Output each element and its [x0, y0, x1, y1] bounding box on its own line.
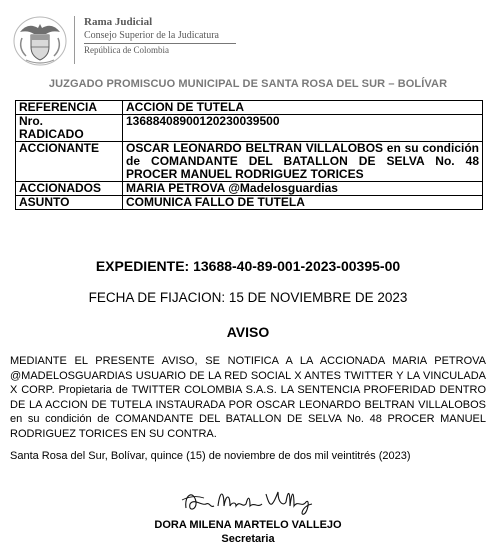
- fixing-date: FECHA DE FIJACION: 15 DE NOVIEMBRE DE 2023: [88, 290, 408, 305]
- radicado-label: [16, 115, 123, 142]
- accionante-label: ACCIONANTE: [16, 142, 123, 182]
- asunto-value: COMUNICA FALLO DE TUTELA: [123, 196, 483, 210]
- radicado-label-line-1: Nro.: [19, 114, 43, 128]
- table-row: [16, 196, 483, 210]
- signer-block: [0, 518, 496, 546]
- institution-line-1: Rama Judicial: [84, 16, 153, 28]
- institution-line-3: República de Colombia: [84, 45, 169, 55]
- coat-of-arms-icon: [12, 14, 68, 68]
- court-name: JUZGADO PROMISCUO MUNICIPAL DE SANTA ROSA DEL SUR – BOLÍVAR: [48, 78, 448, 90]
- asunto-label: ASUNTO: [16, 196, 123, 210]
- institution-line-2: Consejo Superior de la Judicatura: [84, 29, 236, 44]
- handwritten-signature: [180, 484, 320, 518]
- radicado-value: 13688408900120230039500: [123, 115, 483, 142]
- accionados-label: ACCIONADOS: [16, 182, 123, 196]
- table-row: [16, 101, 483, 115]
- signer-name: DORA MILENA MARTELO VALLEJO: [154, 519, 342, 531]
- document-header: [12, 12, 484, 72]
- expediente-number: EXPEDIENTE: 13688-40-89-001-2023-00395-00: [95, 258, 401, 274]
- referencia-value: ACCION DE TUTELA: [123, 101, 483, 115]
- reference-table: [15, 100, 483, 210]
- notice-title: AVISO: [226, 324, 270, 340]
- table-row: [16, 142, 483, 182]
- header-divider: [74, 16, 75, 64]
- signer-title: Secretaria: [221, 533, 275, 545]
- table-row: [16, 115, 483, 142]
- institution-name: [84, 16, 236, 57]
- table-row: [16, 182, 483, 196]
- radicado-label-line-2: RADICADO: [19, 127, 84, 141]
- accionante-value: OSCAR LEONARDO BELTRAN VILLALOBOS en su condición de COMANDANTE DEL BATALLON DE SELVA No. 48 PROCER MANUEL RODRIGUEZ TORICES: [123, 142, 483, 182]
- accionados-value: MARIA PETROVA @Madelosguardias: [123, 182, 483, 196]
- place-and-date: Santa Rosa del Sur, Bolívar, quince (15) de noviembre de dos mil veintitrés (2023): [10, 450, 411, 462]
- notice-body: MEDIANTE EL PRESENTE AVISO, SE NOTIFICA A LA ACCIONADA MARIA PETROVA @MADELOSGUARDIAS USUARIO DE LA RED SOCIAL X ANTES TWITTER Y LA VINCULADA X CORP. Propietaria de TWITTER COLOMBIA S.A.S. LA SENTENCIA PROFERIDAD DENTRO DE LA ACCION DE TUTELA INSTAURADA POR OSCAR LEONARDO BELTRAN VILLALOBOS en su condición de COMANDANTE DEL BATALLON DE SELVA No. 48 PROCER MANUEL RODRIGUEZ TORICES EN SU CONTRA.: [10, 355, 486, 440]
- referencia-label: REFERENCIA: [16, 101, 123, 115]
